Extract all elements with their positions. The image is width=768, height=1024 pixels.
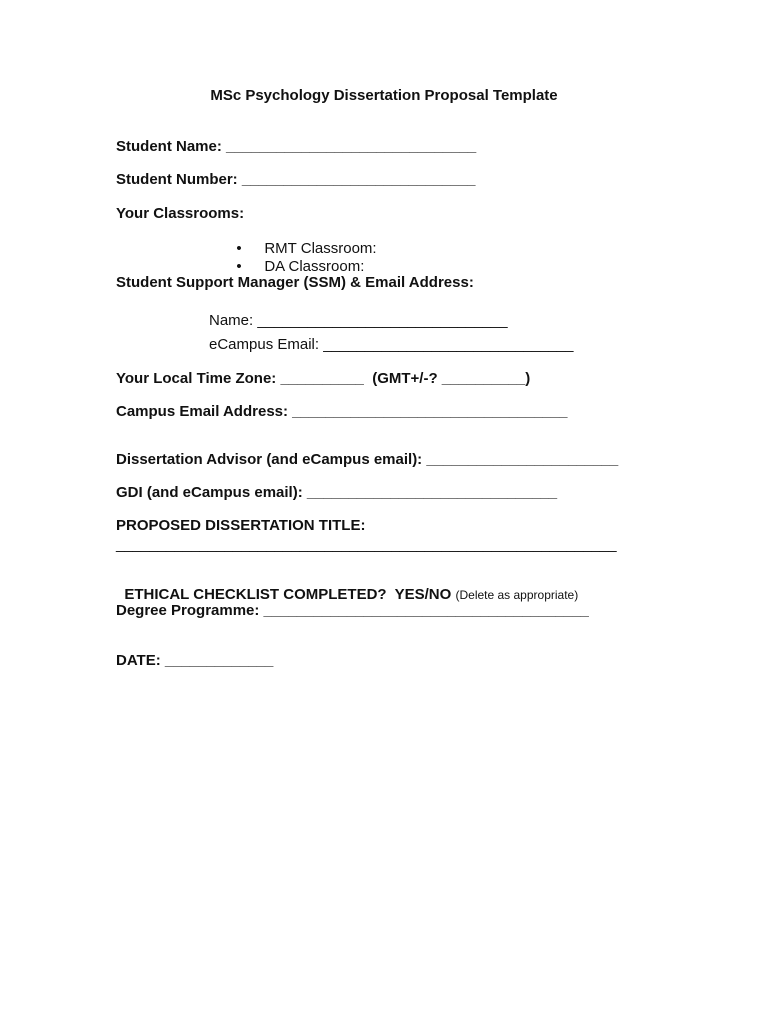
proposed-title-label: PROPOSED DISSERTATION TITLE: [116, 517, 366, 534]
degree-programme-field: Degree Programme: _______________________________________ [116, 602, 589, 619]
da-classroom-label: DA Classroom: [264, 258, 365, 275]
date-field: DATE: _____________ [116, 652, 274, 669]
ethical-checklist-row [116, 568, 578, 604]
ssm-email-field: eCampus Email: ______________________________ [209, 336, 574, 353]
list-item-da-classroom [228, 240, 364, 276]
ethical-checklist-label: ETHICAL CHECKLIST COMPLETED? YES/NO [124, 586, 456, 603]
ssm-name-field: Name: ______________________________ [209, 312, 508, 329]
bullet-icon: • [236, 258, 242, 275]
student-number-field: Student Number: ____________________________ [116, 171, 476, 188]
student-name-field: Student Name: ______________________________ [116, 138, 477, 155]
document-title: MSc Psychology Dissertation Proposal Template [210, 87, 558, 104]
proposed-title-line: ____________________________________________________________ [116, 536, 617, 553]
classrooms-label: Your Classrooms: [116, 205, 245, 222]
bullet-icon: • [236, 240, 242, 257]
ssm-label: Student Support Manager (SSM) & Email Address: [116, 274, 474, 291]
rmt-classroom-label: RMT Classroom: [264, 240, 377, 257]
time-zone-field: Your Local Time Zone: __________ (GMT+/-? __________) [116, 370, 531, 387]
ethical-checklist-note: (Delete as appropriate) [455, 588, 579, 602]
campus-email-field: Campus Email Address: _________________________________ [116, 403, 568, 420]
gdi-field: GDI (and eCampus email): ______________________________ [116, 484, 558, 501]
advisor-field: Dissertation Advisor (and eCampus email): _______________________ [116, 451, 619, 468]
